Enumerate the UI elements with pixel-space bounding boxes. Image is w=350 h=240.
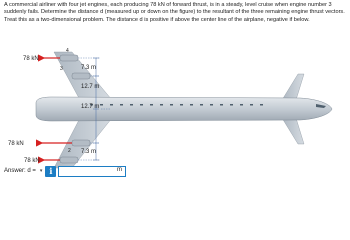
engine-number-3: 3: [60, 66, 63, 72]
info-icon[interactable]: i: [45, 166, 56, 177]
engine-2: [72, 140, 90, 146]
engine-4: [60, 55, 78, 61]
answer-unit: m: [117, 167, 122, 173]
engine-number-4: 4: [66, 48, 69, 54]
thrust-label-engine-1: 78 kN: [24, 158, 40, 164]
thrust-label-engine-2: 78 kN: [8, 141, 24, 147]
chevron-down-icon[interactable]: ▾: [39, 168, 43, 174]
dimension-label-4-3: 7.3 m: [81, 65, 97, 71]
dimension-label-center-2: 12.7 m: [81, 104, 100, 110]
tail-fin-upper: [282, 74, 304, 100]
dimension-label-3-center: 12.7 m: [81, 84, 100, 90]
engine-3: [72, 73, 90, 79]
answer-row: [4, 164, 126, 178]
problem-statement: A commercial airliner with four jet engines, each producing 78 kN of forward thrust, is in a steady, level cruise when engine number 3 suddenly fails. Determine the distance d (measured up or down on the figure) to the resultant of the three remaining engine thrust vectors. Treat this as a two-dimensional problem. The distance d is positive if above the center line of the airplane, negative if below.: [4, 2, 345, 23]
engine-1: [60, 157, 78, 163]
answer-label: Answer: d =: [4, 168, 36, 174]
tail-fin-lower: [282, 118, 304, 144]
dimension-label-2-1: 7.3 m: [81, 149, 97, 155]
thrust-label-engine-4: 78 kN: [23, 56, 39, 62]
engine-number-2: 2: [68, 148, 71, 154]
answer-selector[interactable]: [39, 168, 43, 174]
